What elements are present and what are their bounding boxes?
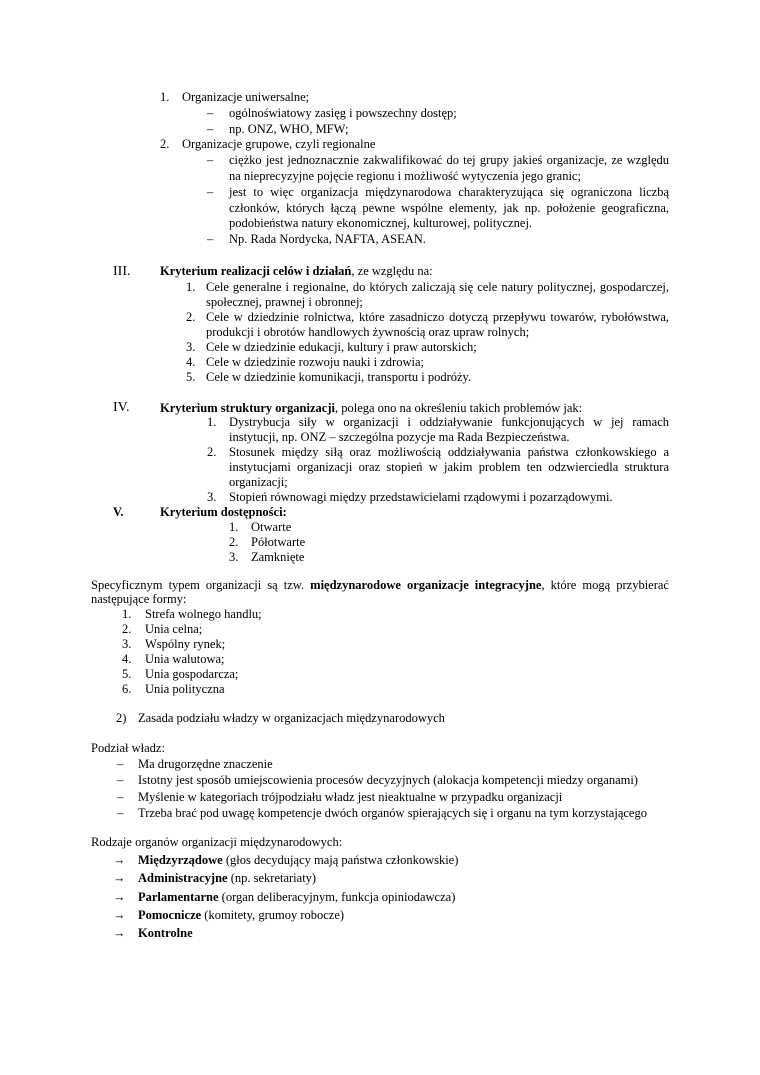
list-item-text: Stosunek między siłą oraz możliwością oddziaływania państwa członkowskiego a instytucjami organizacji oraz stopień w jakim problem ten odzwierciedla struktura organizacji;: [229, 445, 669, 490]
bullet-item: [0, 756, 669, 772]
criterion-heading: [0, 505, 669, 520]
list-number: 1.: [122, 607, 132, 622]
list-item-text: Stopień równowagi między przedstawicielami rządowymi i pozarządowymi.: [229, 489, 613, 504]
list-number: 2.: [229, 534, 239, 549]
list-item: [0, 310, 669, 340]
bullet-item: [0, 106, 669, 122]
list-item: [0, 667, 669, 682]
organ-type-description: (np. sekretariaty): [227, 871, 317, 886]
dash-bullet: –: [207, 184, 214, 199]
list-item-text: Cele generalne i regionalne, do których zaliczają się cele natury politycznej, gospodarczej, społecznej, prawnej i obronnej;: [206, 279, 669, 309]
list-item: [0, 682, 669, 697]
list-item-text: Organizacje grupowe, czyli regionalne: [182, 137, 376, 152]
list-item: [0, 637, 669, 652]
dash-bullet: –: [117, 806, 124, 821]
section-title: Zasada podziału władzy w organizacjach międzynarodowych: [138, 710, 445, 725]
bullet-item: [0, 789, 669, 805]
criterion-heading: [0, 264, 669, 279]
section-2-heading: [0, 711, 760, 726]
list-item-text: Dystrybucja siły w organizacji i oddziaływanie funkcjonujących w jej ramach instytucji, np. ONZ – szczególna pozycje ma Rada Bezpieczeństwa.: [229, 415, 669, 445]
dash-bullet: –: [207, 105, 214, 120]
arrow-right-icon: →: [113, 908, 126, 923]
arrow-item: [0, 851, 669, 869]
dash-bullet: –: [207, 121, 214, 136]
subheading-text: Podział władz:: [91, 740, 165, 755]
section-number: 2): [116, 710, 127, 725]
arrow-item: [0, 888, 669, 906]
list-item-text: Cele w dziedzinie rozwoju nauki i zdrowia;: [206, 354, 424, 369]
list-item-text: Zamknięte: [251, 549, 305, 564]
list-item-text: Unia walutowa;: [145, 652, 225, 667]
list-item-text: Unia celna;: [145, 622, 203, 637]
organ-type-name: Parlamentarne: [138, 889, 219, 904]
paragraph-text: Specyficznym typem organizacji są tzw.: [91, 577, 311, 592]
list-item: [0, 340, 669, 355]
list-item-text: Unia gospodarcza;: [145, 666, 239, 681]
subheading: [0, 833, 669, 851]
subheading: [0, 740, 669, 756]
bullet-item: [0, 772, 669, 788]
list-number: 6.: [122, 681, 132, 696]
list-number: 3.: [207, 489, 217, 504]
list-item: [0, 415, 669, 445]
list-item: [0, 370, 669, 385]
subheading-text: Rodzaje organów organizacji międzynarodowych:: [91, 834, 343, 849]
list-number: 4.: [186, 354, 196, 369]
arrow-item: [0, 906, 669, 924]
organization-types-list: [0, 90, 760, 248]
list-item-text: Wspólny rynek;: [145, 637, 226, 652]
criterion-4-5-section: [0, 401, 760, 565]
arrow-right-icon: →: [113, 853, 126, 868]
bullet-text: Istotny jest sposób umiejscowienia procesów decyzyjnych (alokacja kompetencji miedzy organami): [138, 773, 638, 788]
organ-type-description: (głos decydujący mają państwa członkowskie): [222, 853, 459, 868]
roman-numeral: V.: [113, 504, 124, 519]
organ-type-description: (komitety, grumoy robocze): [201, 908, 345, 923]
list-number: 3.: [186, 339, 196, 354]
list-number: 4.: [122, 652, 132, 667]
roman-numeral: III.: [113, 263, 131, 279]
bullet-item: [0, 185, 669, 232]
dash-bullet: –: [117, 773, 124, 788]
arrow-item: [0, 924, 669, 942]
organ-type-name: Międzyrządowe: [138, 853, 223, 868]
bullet-text: Trzeba brać pod uwagę kompetencje dwóch organów spierających się i organu na tym korzystającego: [138, 806, 647, 821]
arrow-right-icon: →: [113, 926, 126, 941]
criterion-title: Kryterium dostępności:: [160, 504, 287, 519]
list-item: [0, 90, 669, 106]
bullet-text: jest to więc organizacja międzynarodowa charakteryzująca się ograniczona liczbą członków, których łączą pewne wspólne elementy, jak np. położenie geograficzna, podobieństwa natury ekonomicznej, kulturowej, politycznej.: [229, 184, 669, 231]
list-number: 1.: [229, 519, 239, 534]
list-number: 1.: [186, 279, 196, 294]
arrow-right-icon: →: [113, 889, 126, 904]
list-item-text: Cele w dziedzinie rolnictwa, które zasadniczo dotyczą przepływu towarów, rybołówstwa, produkcji i obrotów handlowych żywnością oraz upraw rolnych;: [206, 309, 669, 339]
list-item: [0, 520, 669, 535]
criterion-title: Kryterium realizacji celów i działań: [160, 263, 352, 278]
list-number: 2.: [207, 445, 217, 460]
list-number: 3.: [122, 637, 132, 652]
paragraph: [0, 578, 669, 608]
bullet-text: Np. Rada Nordycka, NAFTA, ASEAN.: [229, 232, 426, 247]
organ-type-name: Pomocnicze: [138, 908, 202, 923]
list-item-text: Cele w dziedzinie edukacji, kultury i praw autorskich;: [206, 339, 477, 354]
dash-bullet: –: [207, 153, 214, 168]
list-item: [0, 535, 669, 550]
list-item: [0, 355, 669, 370]
section-heading: [0, 711, 669, 726]
criterion-title: Kryterium struktury organizacji: [160, 400, 335, 415]
bullet-item: [0, 153, 669, 185]
list-number: 5.: [122, 666, 132, 681]
list-item: [0, 490, 669, 505]
list-number: 5.: [186, 369, 196, 384]
organ-type-name: Kontrolne: [138, 926, 193, 941]
bullet-item: [0, 232, 669, 248]
bullet-text: np. ONZ, WHO, MFW;: [229, 121, 349, 136]
criterion-3-section: [0, 264, 760, 385]
list-item: [0, 137, 669, 153]
organ-type-name: Administracyjne: [138, 871, 228, 886]
bullet-text: ciężko jest jednoznacznie zakwalifikować do tej grupy jakieś organizacje, ze względu na nieprecyzyjne pojęcie regionu i możliwość wytyczenia jego granic;: [229, 153, 669, 183]
list-item: [0, 622, 669, 637]
list-number: 1.: [160, 90, 170, 104]
paragraph-text: , które mogą przybierać następujące formy:: [91, 577, 669, 607]
bullet-text: ogólnoświatowy zasięg i powszechny dostęp;: [229, 105, 457, 120]
list-number: 3.: [229, 549, 239, 564]
list-item: [0, 280, 669, 310]
list-item: [0, 445, 669, 490]
arrow-right-icon: →: [113, 871, 126, 886]
arrow-item: [0, 869, 669, 887]
list-item-text: Unia polityczna: [145, 681, 225, 696]
criterion-title-rest: , polega ono na określeniu takich problemów jak:: [334, 400, 583, 415]
roman-numeral: IV.: [113, 399, 130, 415]
list-item: [0, 607, 669, 622]
list-item-text: Strefa wolnego handlu;: [145, 607, 262, 622]
dash-bullet: –: [207, 232, 214, 247]
paragraph-bold-term: międzynarodowe organizacje integracyjne: [310, 577, 542, 592]
bullet-item: [0, 122, 669, 138]
list-item-text: Cele w dziedzinie komunikacji, transportu i podróży.: [206, 369, 472, 384]
list-item-text: Otwarte: [251, 519, 292, 534]
list-item: [0, 550, 669, 565]
criterion-heading: [0, 401, 669, 416]
list-number: 2.: [122, 622, 132, 637]
list-number: 2.: [160, 137, 170, 152]
separation-of-powers-section: [0, 740, 760, 821]
integration-section: [0, 578, 760, 697]
dash-bullet: –: [117, 789, 124, 804]
bullet-text: Myślenie w kategoriach trójpodziału władz jest nieaktualne w przypadku organizacji: [138, 789, 563, 804]
dash-bullet: –: [117, 757, 124, 772]
list-item-text: Półotwarte: [251, 534, 306, 549]
bullet-text: Ma drugorzędne znaczenie: [138, 757, 273, 772]
organ-types-section: [0, 833, 760, 943]
criterion-title-rest: , ze względu na:: [351, 263, 433, 278]
list-number: 1.: [207, 415, 217, 430]
list-item-text: Organizacje uniwersalne;: [182, 90, 310, 104]
list-item: [0, 652, 669, 667]
list-number: 2.: [186, 309, 196, 324]
bullet-item: [0, 805, 669, 821]
organ-type-description: (organ deliberacyjnym, funkcja opiniodawcza): [218, 889, 456, 904]
